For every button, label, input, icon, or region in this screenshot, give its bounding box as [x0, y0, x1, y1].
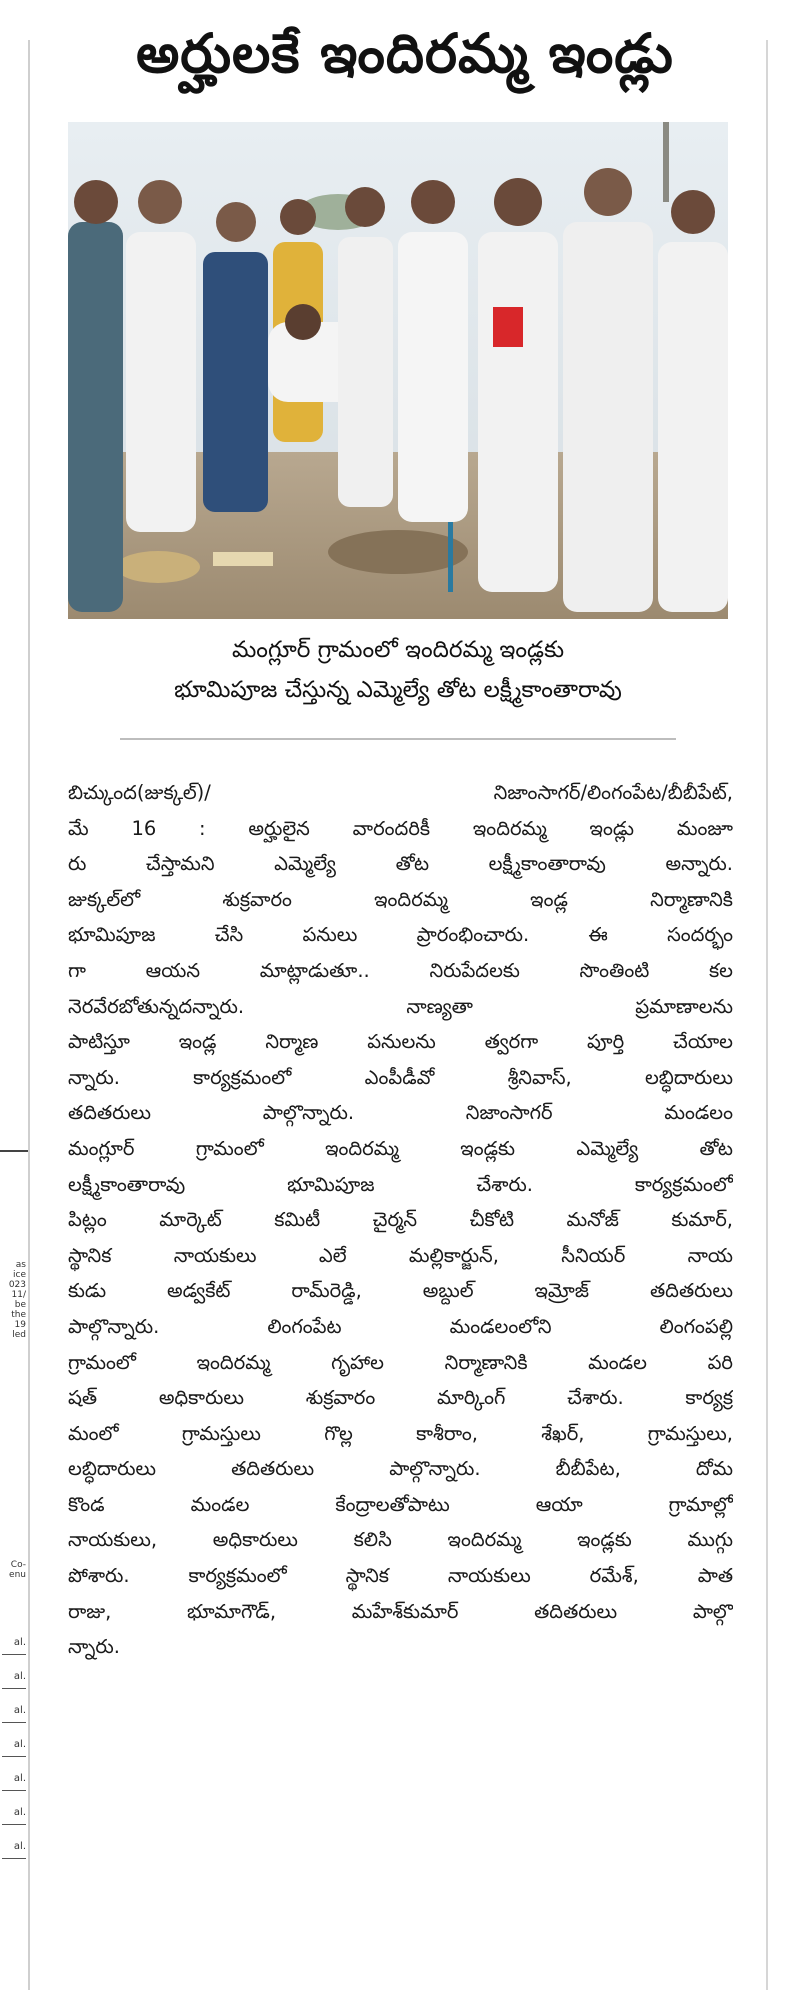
fragment-text-line: 11/	[11, 1290, 26, 1300]
body-line: గ్రామంలో ఇందిరమ్మ గృహాల నిర్మాణానికి మండల పరి	[68, 1350, 733, 1374]
body-line: న్నారు. కార్యక్రమంలో ఎంపీడీవో శ్రీనివాస్, లబ్ధిదారులు	[68, 1065, 733, 1089]
fragment-table-row: al.	[2, 1734, 26, 1757]
news-photo	[68, 122, 728, 619]
body-line: నాయకులు, అధికారులు కలిసి ఇందిరమ్మ ఇండ్లకు ముగ్గు	[68, 1528, 733, 1552]
article-body	[68, 775, 733, 1665]
fragment-text-line: 023	[8, 1280, 26, 1290]
fragment-header-1: Co-	[10, 1560, 26, 1570]
fragment-text-line: ice	[13, 1270, 26, 1280]
body-line: తదితరులు పాల్గొన్నారు. నిజాంసాగర్ మండలం	[68, 1101, 733, 1125]
fragment-table-row: al.	[2, 1632, 26, 1655]
fragment-top-border	[0, 1150, 28, 1152]
body-line: భూమిపూజ చేసి పనులు ప్రారంభించారు. ఈ సందర్భం	[68, 923, 733, 947]
article-headline: అర్హులకే ఇందిరమ్మ ఇండ్లు	[136, 22, 674, 85]
fragment-table-row: al.	[2, 1768, 26, 1791]
body-line: రు చేస్తామని ఎమ్మెల్యే తోట లక్ష్మీకాంతారావు అన్నారు.	[68, 852, 733, 876]
fragment-table-row: al.	[2, 1700, 26, 1723]
body-line: గా ఆయన మాట్లాడుతూ.. నిరుపేదలకు సొంతింటి కల	[68, 958, 733, 982]
body-line: పోశారు. కార్యక్రమంలో స్థానిక నాయకులు రమేశ్, పాత	[68, 1564, 733, 1588]
adjacent-article-fragment	[0, 1150, 28, 2000]
body-line: బిచ్కుంద(జుక్కల్)/ నిజాంసాగర్/లింగంపేట/బీబీపేట్,	[68, 781, 733, 804]
caption-divider	[120, 738, 676, 740]
fragment-text-line: led	[12, 1330, 26, 1340]
body-line: రాజు, భూమాగౌడ్, మహేశ్‌కుమార్ తదితరులు పాల్గొ	[68, 1599, 733, 1623]
body-line: మంగ్లూర్ గ్రామంలో ఇందిరమ్మ ఇండ్లకు ఎమ్మెల్యే తోట	[68, 1136, 733, 1160]
fragment-text-line: as	[15, 1260, 26, 1270]
body-line: కొండ మండల కేంద్రాలతోపాటు ఆయా గ్రామాల్లో	[68, 1492, 733, 1516]
body-line: జుక్కల్‌లో శుక్రవారం ఇందిరమ్మ ఇండ్ల నిర్మాణానికి	[68, 887, 733, 911]
body-line: లబ్ధిదారులు తదితరులు పాల్గొన్నారు. బీబీపేట, దోమ	[68, 1457, 733, 1481]
body-line: నెరవేరబోతున్నదన్నారు. నాణ్యతా ప్రమాణాలను	[68, 994, 733, 1018]
fragment-text-line: 19	[14, 1320, 26, 1330]
body-line: న్నారు.	[68, 1635, 120, 1659]
left-column-rule	[28, 40, 30, 1990]
body-line: పిట్లం మార్కెట్ కమిటీ చైర్మన్ చీకోటి మనోజ్ కుమార్,	[68, 1208, 733, 1232]
fragment-table-row: al.	[2, 1836, 26, 1859]
fragment-table-row: al.	[2, 1802, 26, 1825]
body-line: కుడు అడ్వకేట్ రామ్‌రెడ్డి, అబ్దుల్ ఇమ్రోజ్ తదితరులు	[68, 1279, 733, 1303]
fragment-table-row: al.	[2, 1666, 26, 1689]
body-line: లక్ష్మీకాంతారావు భూమిపూజ చేశారు. కార్యక్రమంలో	[68, 1172, 733, 1196]
body-line: మే 16 : అర్హులైన వారందరికీ ఇందిరమ్మ ఇండ్లు మంజూ	[68, 816, 733, 840]
fragment-text-line: be	[14, 1300, 26, 1310]
body-line: మంలో గ్రామస్తులు గొల్ల కాశీరాం, శేఖర్, గ్రామస్తులు,	[68, 1421, 733, 1445]
right-column-rule	[766, 40, 768, 1990]
body-line: స్థానిక నాయకులు ఎలే మల్లికార్జున్, సీనియర్ నాయ	[68, 1243, 733, 1267]
body-line: పాటిస్తూ ఇండ్ల నిర్మాణ పనులను త్వరగా పూర్తి చేయాల	[68, 1030, 733, 1054]
fragment-table-header	[2, 1560, 26, 1580]
photo-caption	[68, 630, 728, 710]
fragment-text-line: the	[11, 1310, 26, 1320]
caption-line-2: భూమిపూజ చేస్తున్న ఎమ్మెల్యే తోట లక్ష్మీకాంతారావు	[174, 677, 622, 703]
caption-line-1: మంగ్లూర్ గ్రామంలో ఇందిరమ్మ ఇండ్లకు	[231, 637, 565, 663]
fragment-header-2: enu	[9, 1570, 26, 1580]
body-line: పాల్గొన్నారు. లింగంపేట మండలంలోని లింగంపల్లి	[68, 1314, 733, 1338]
body-line: షత్ అధికారులు శుక్రవారం మార్కింగ్ చేశారు. కార్యక్ర	[68, 1386, 733, 1410]
